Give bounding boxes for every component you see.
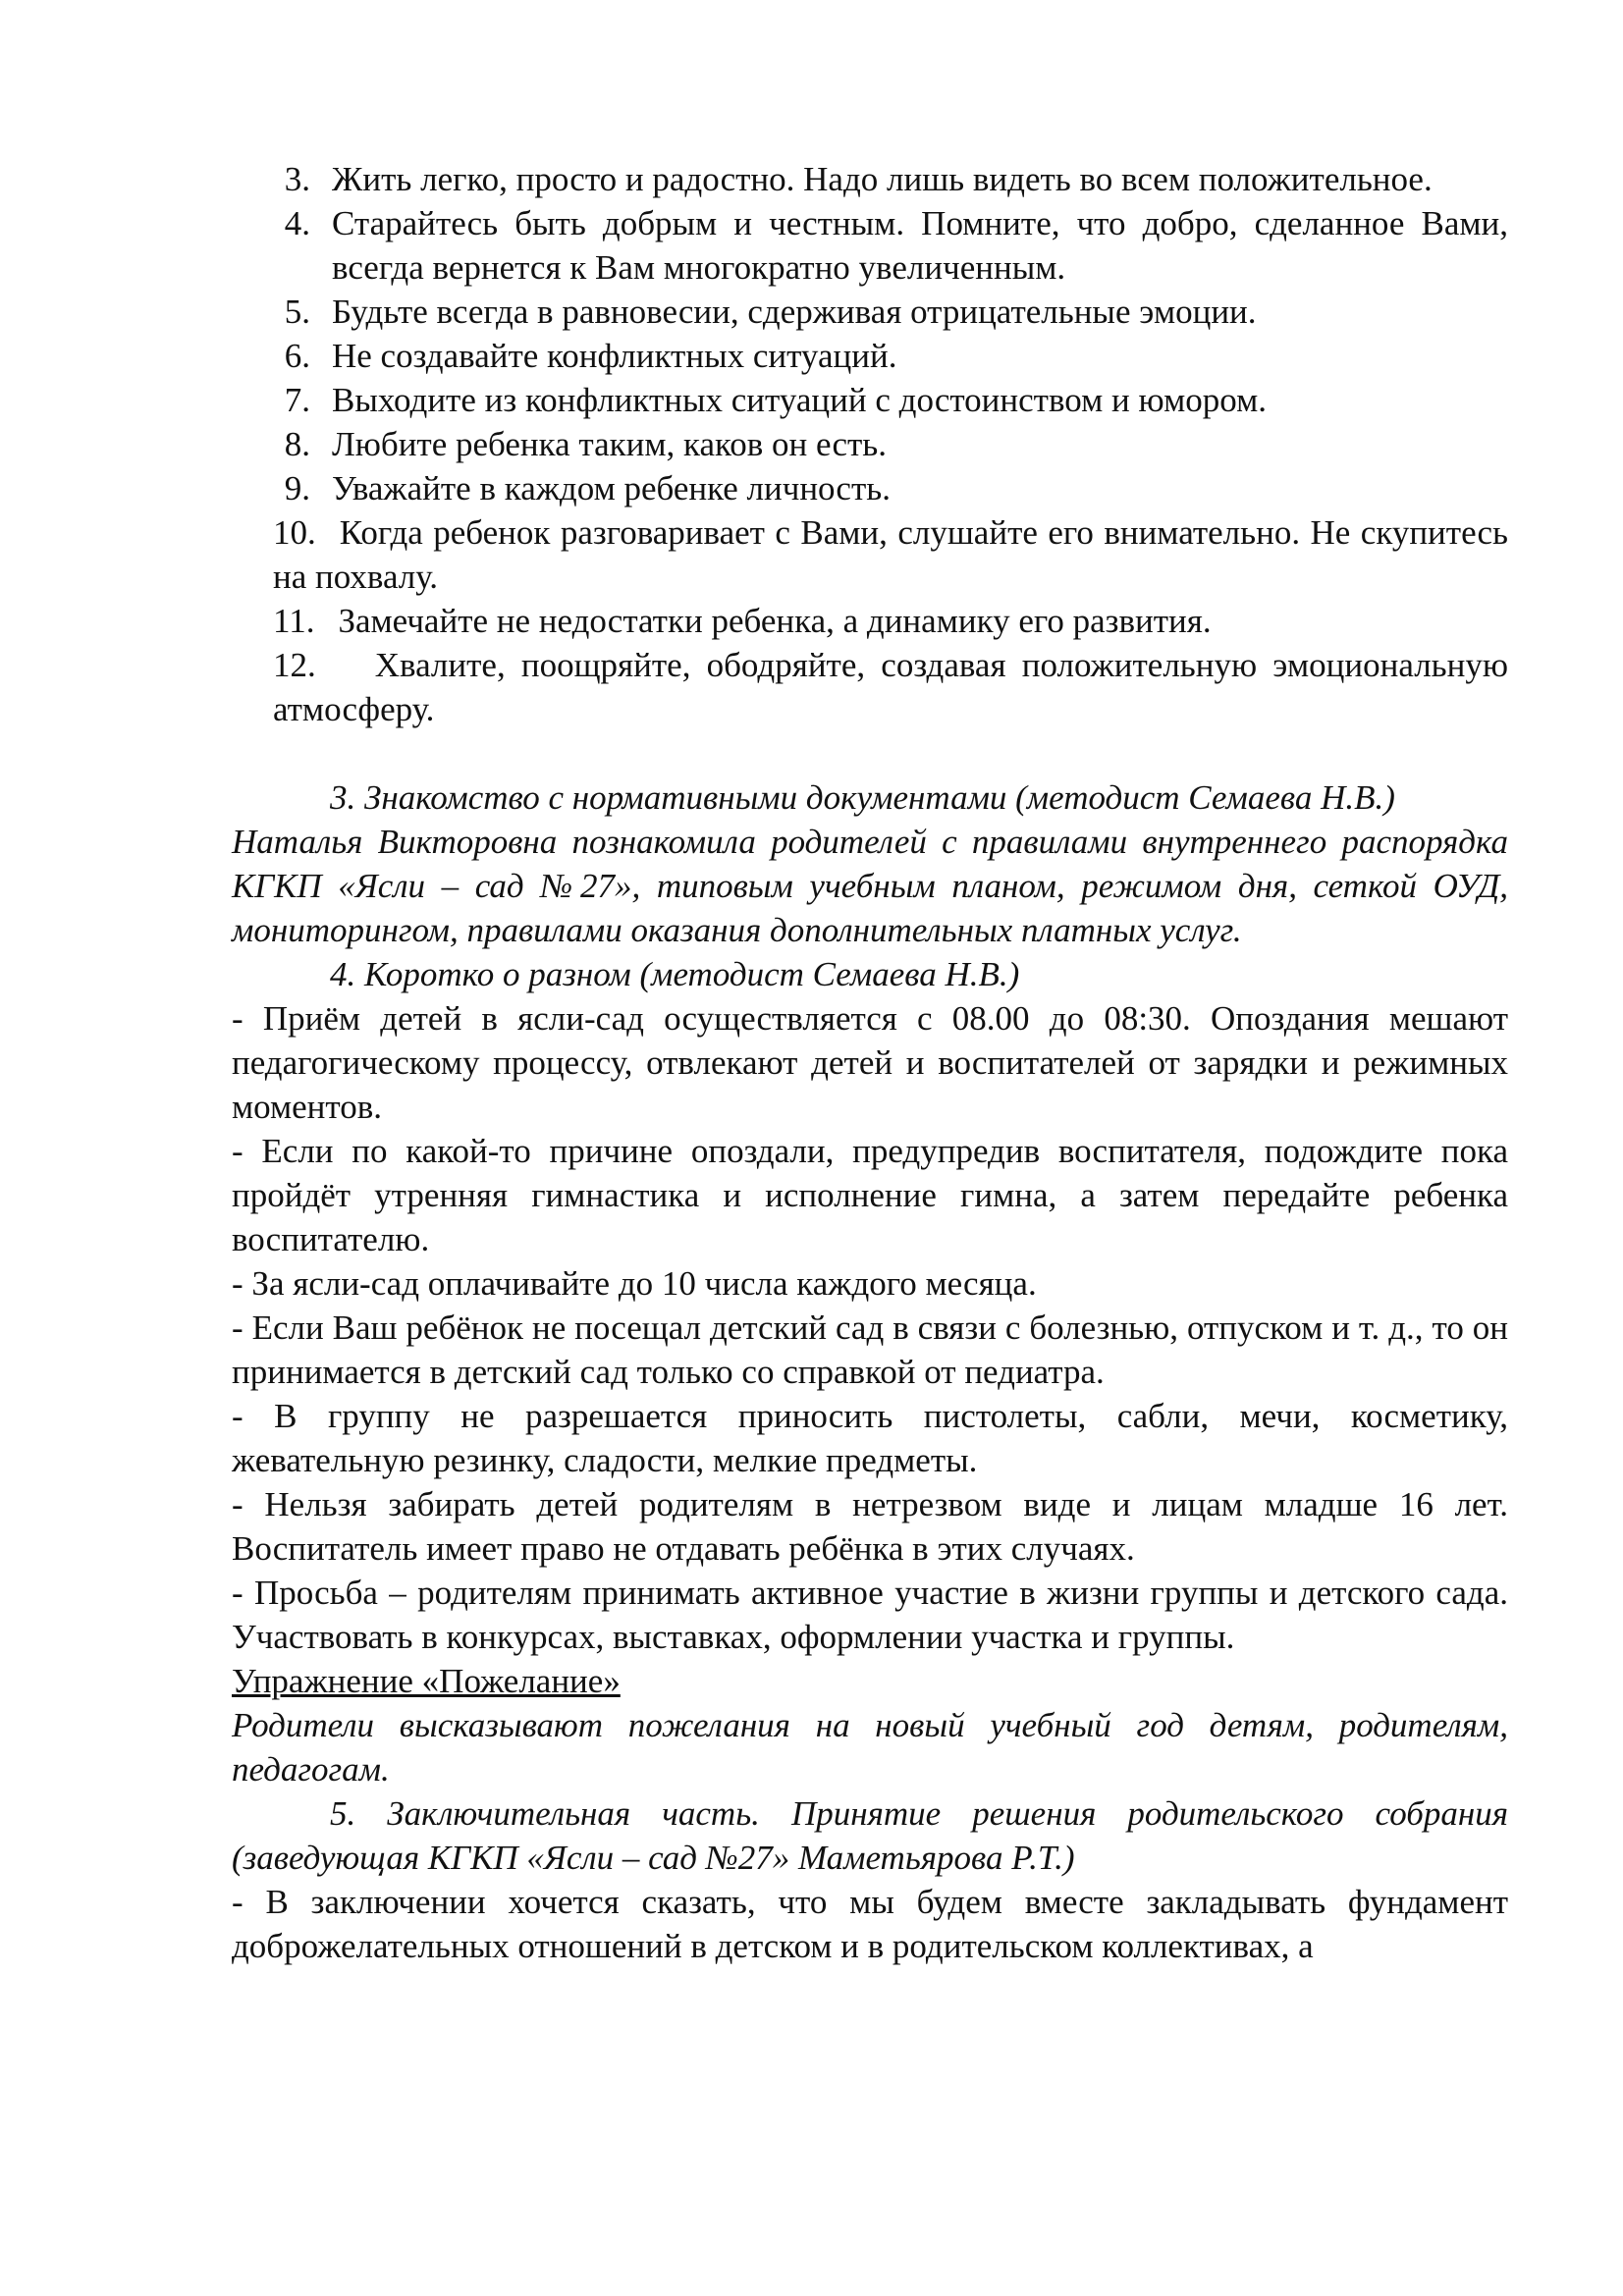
section-heading: 4. Коротко о разном (методист Семаева Н.В.) — [330, 955, 1020, 993]
paragraph: - Просьба – родителям принимать активное участие в жизни группы и детского сада. Участвовать в конкурсах, выставках, оформлении участка и группы. — [232, 1574, 1508, 1656]
recommendations-list — [232, 157, 1508, 731]
paragraph: - Если Ваш ребёнок не посещал детский сад в связи с болезнью, отпуском и т. д., то он принимается в детский сад только со справкой от педиатра. — [232, 1308, 1508, 1391]
list-item-number: 7. — [284, 381, 310, 419]
list-item — [232, 422, 1508, 466]
paragraph: - В группу не разрешается приносить пистолеты, сабли, мечи, косметику, жевательную резинку, сладости, мелкие предметы. — [232, 1397, 1508, 1479]
list-item-text: Старайтесь быть добрым и честным. Помните, что добро, сделанное Вами, всегда вернется к Вам многократно увеличенным. — [332, 204, 1508, 287]
list-item-text: Замечайте не недостатки ребенка, а динамику его развития. — [338, 602, 1212, 640]
list-item-text: Будьте всегда в равновесии, сдерживая отрицательные эмоции. — [332, 293, 1257, 331]
list-item-number: 4. — [284, 204, 310, 242]
list-item — [232, 378, 1508, 422]
paragraph: - За ясли-сад оплачивайте до 10 числа каждого месяца. — [232, 1264, 1037, 1303]
list-item-text: Любите ребенка таким, каков он есть. — [332, 425, 887, 463]
list-item — [232, 466, 1508, 510]
paragraph: - Приём детей в ясли-сад осуществляется с 08.00 до 08:30. Опоздания мешают педагогическому процессу, отвлекают детей и воспитателей от зарядки и режимных моментов. — [232, 999, 1508, 1126]
list-item-text: Уважайте в каждом ребенке личность. — [332, 469, 891, 507]
paragraph: - Если по какой-то причине опоздали, предупредив воспитателя, подождите пока пройдёт утренняя гимнастика и исполнение гимна, а затем передайте ребенка воспитателю. — [232, 1132, 1508, 1258]
list-item — [232, 290, 1508, 334]
list-item-text: Хвалите, поощряйте, ободряйте, создавая положительную эмоциональную атмосферу. — [273, 646, 1508, 728]
list-item-text: Жить легко, просто и радостно. Надо лишь видеть во всем положительное. — [332, 160, 1433, 198]
list-item-number: 9. — [284, 469, 310, 507]
exercise-body: Родители высказывают пожелания на новый учебный год детям, родителям, педагогам. — [232, 1706, 1508, 1789]
list-item-text: Не создавайте конфликтных ситуаций. — [332, 337, 897, 375]
exercise-title: Упражнение «Пожелание» — [232, 1662, 621, 1700]
list-item — [232, 643, 1508, 731]
list-item-number: 12. — [273, 646, 316, 684]
list-item — [232, 201, 1508, 290]
list-item-text: Выходите из конфликтных ситуаций с достоинством и юмором. — [332, 381, 1268, 419]
paragraph: - В заключении хочется сказать, что мы будем вместе закладывать фундамент доброжелательных отношений в детском и в родительском коллективах, а — [232, 1883, 1508, 1965]
section-body: Наталья Викторовна познакомила родителей с правилами внутреннего распорядка КГКП «Ясли – сад №27», типовым учебным планом, режимом дня, сеткой ОУД, мониторингом, правилами оказания дополнительных платных услуг. — [232, 823, 1508, 949]
list-item — [232, 510, 1508, 599]
list-item-number: 6. — [284, 337, 310, 375]
list-item — [232, 599, 1508, 643]
document-page — [232, 157, 1508, 1968]
list-item-text: Когда ребенок разговаривает с Вами, слушайте его внимательно. Не скупитесь на похвалу. — [273, 513, 1508, 596]
paragraph: - Нельзя забирать детей родителям в нетрезвом виде и лицам младше 16 лет. Воспитатель имеет право не отдавать ребёнка в этих случаях. — [232, 1485, 1508, 1568]
list-item-number: 3. — [284, 160, 310, 198]
list-item-number: 10. — [273, 513, 316, 552]
list-item-number: 8. — [284, 425, 310, 463]
spacer — [232, 731, 1508, 775]
list-item — [232, 157, 1508, 201]
list-item — [232, 334, 1508, 378]
list-item-number: 11. — [273, 602, 315, 640]
section-heading: 3. Знакомство с нормативными документами (методист Семаева Н.В.) — [330, 778, 1395, 817]
list-item-number: 5. — [284, 293, 310, 331]
section-heading: 5. Заключительная часть. Принятие решения родительского собрания (заведующая КГКП «Ясли – сад №27» Маметьярова Р.Т.) — [232, 1794, 1508, 1877]
